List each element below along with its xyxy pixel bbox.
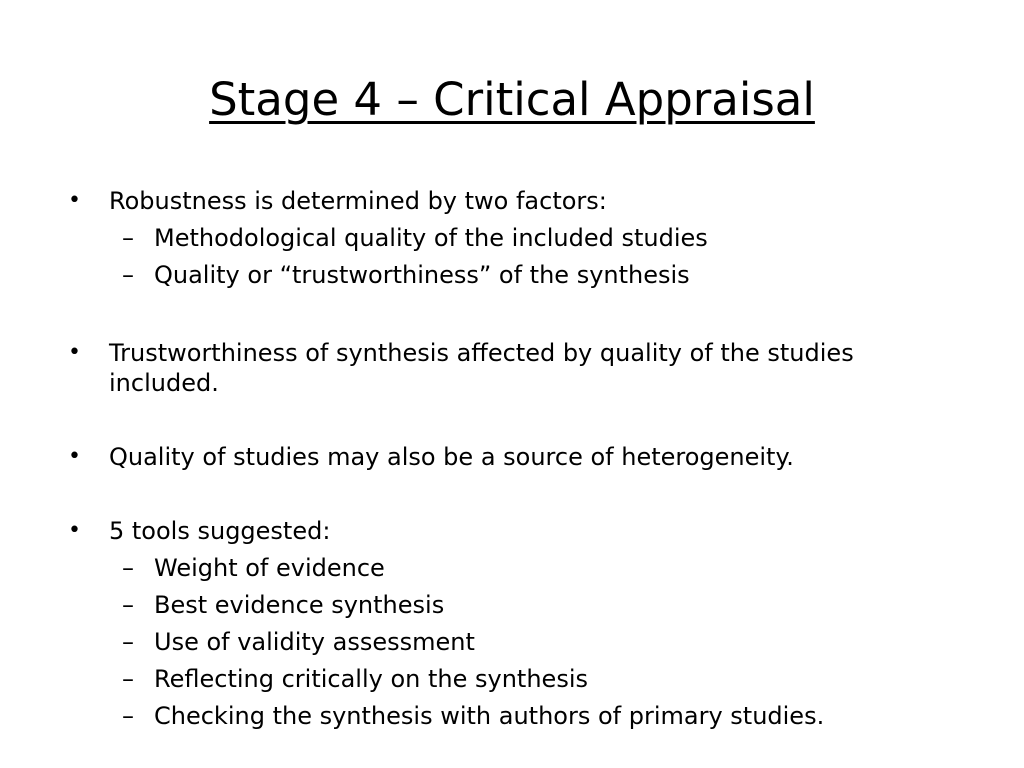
sub-item-reflecting-critically [68, 661, 948, 698]
sub-dash-icon: – [122, 224, 134, 252]
sub-item-text: Use of validity assessment [154, 628, 475, 656]
sub-dash-icon: – [122, 628, 134, 656]
sub-dash-icon: – [122, 665, 134, 693]
sub-item-text: Methodological quality of the included studies [154, 224, 708, 252]
bullet-trustworthiness [68, 338, 948, 398]
bullet-tools [68, 516, 948, 546]
bullet-text: Trustworthiness of synthesis affected by quality of the studies included. [109, 339, 854, 397]
bullet-text: 5 tools suggested: [109, 517, 331, 545]
bullet-dot-icon: • [68, 340, 81, 365]
sub-item-methodological-quality [68, 220, 948, 257]
sub-item-weight-of-evidence [68, 550, 948, 587]
sub-dash-icon: – [122, 702, 134, 730]
bullet-robustness [68, 186, 948, 216]
bullet-dot-icon: • [68, 188, 81, 213]
bullet-dot-icon: • [68, 518, 81, 543]
bullet-heterogeneity [68, 442, 948, 472]
sub-dash-icon: – [122, 554, 134, 582]
sub-dash-icon: – [122, 261, 134, 289]
slide-body [68, 186, 948, 735]
sub-item-text: Reflecting critically on the synthesis [154, 665, 588, 693]
sub-item-text: Best evidence synthesis [154, 591, 445, 619]
sub-item-text: Weight of evidence [154, 554, 385, 582]
sub-item-text: Checking the synthesis with authors of primary studies. [154, 702, 825, 730]
sub-item-best-evidence [68, 587, 948, 624]
slide-title: Stage 4 – Critical Appraisal [209, 73, 815, 126]
bullet-text: Quality of studies may also be a source of heterogeneity. [109, 443, 794, 471]
sub-item-validity-assessment [68, 624, 948, 661]
sub-item-checking-synthesis [68, 698, 948, 735]
sub-dash-icon: – [122, 591, 134, 619]
sub-item-synthesis-quality [68, 257, 948, 294]
bullet-dot-icon: • [68, 444, 81, 469]
sub-item-text: Quality or “trustworthiness” of the synthesis [154, 261, 690, 289]
bullet-text: Robustness is determined by two factors: [109, 187, 607, 215]
